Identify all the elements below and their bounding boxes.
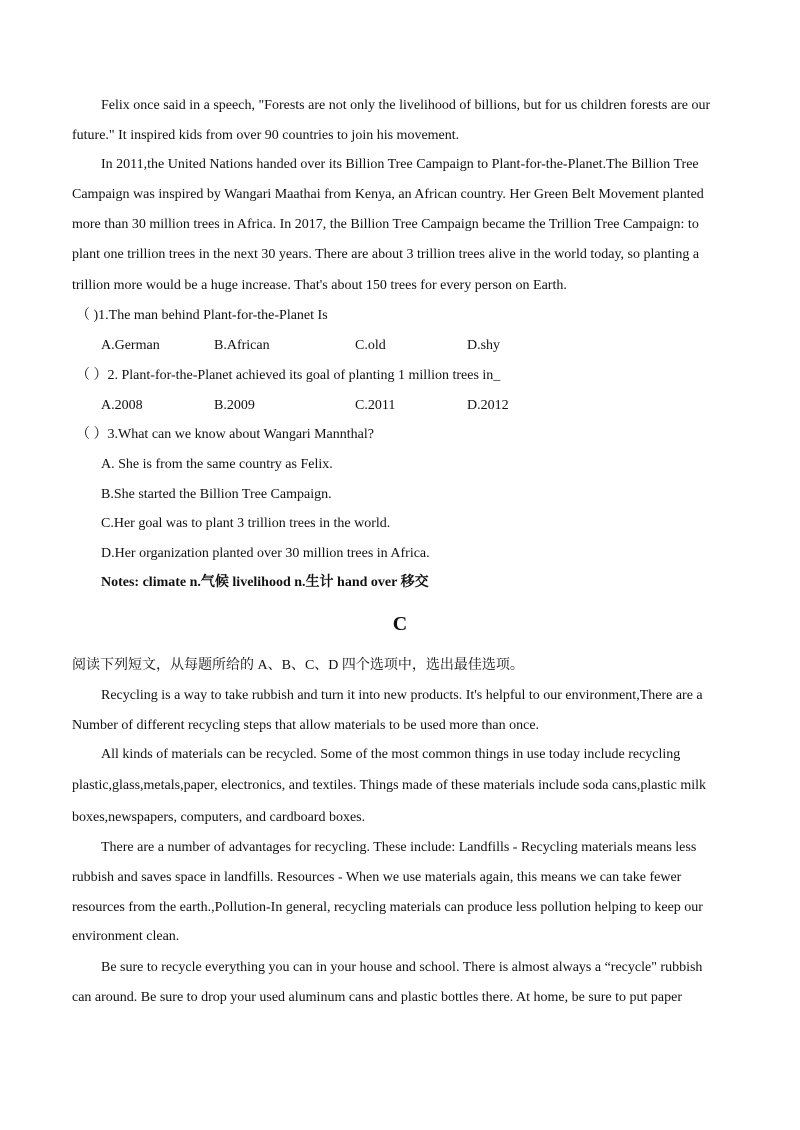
question-3-option-a: A. She is from the same country as Felix.: [101, 457, 333, 472]
question-3-option-b: B.She started the Billion Tree Campaign.: [101, 487, 332, 502]
question-2-option-a: A.2008: [101, 398, 143, 413]
passage-b-p2-line4: plant one trillion trees in the next 30 years. There are about 3 trillion trees alive in the world today, so planting a: [72, 247, 700, 262]
section-c-p2-line1: All kinds of materials can be recycled. Some of the most common things in use today include recycling: [101, 747, 681, 762]
question-1-stem: （ )1.The man behind Plant-for-the-Planet Is: [76, 308, 328, 323]
question-2-option-b: B.2009: [214, 398, 255, 413]
section-c-p1-line2: Number of different recycling steps that allow materials to be used more than once.: [72, 718, 540, 733]
question-3-option-c: C.Her goal was to plant 3 trillion trees in the world.: [101, 516, 391, 531]
question-2-option-d: D.2012: [467, 398, 509, 413]
section-c-p3-line4: environment clean.: [72, 929, 180, 944]
section-c-heading: C: [392, 613, 408, 635]
section-c-p1-line1: Recycling is a way to take rubbish and turn it into new products. It's helpful to our environment,There are a: [101, 688, 703, 703]
passage-b-p2-line5: trillion more would be a huge increase. That's about 150 trees for every person on Earth.: [72, 278, 567, 293]
question-1-option-c: C.old: [355, 338, 386, 353]
section-c-p4-line1: Be sure to recycle everything you can in your house and school. There is almost always a “recycle" rubbish: [101, 960, 703, 975]
passage-b-p1-line1: Felix once said in a speech, "Forests are not only the livelihood of billions, but for us children forests are our: [101, 98, 711, 113]
vocabulary-notes: Notes: climate n.气候 livelihood n.生计 hand over 移交: [101, 575, 429, 590]
section-c-p4-line2: can around. Be sure to drop your used aluminum cans and plastic bottles there. At home, be sure to put paper: [72, 990, 683, 1005]
section-c-p3-line2: rubbish and saves space in landfills. Resources - When we use materials again, this means we can take fewer: [72, 870, 682, 885]
question-2-stem: （ ）2. Plant-for-the-Planet achieved its goal of planting 1 million trees in_: [76, 368, 501, 383]
passage-b-p2-line2: Campaign was inspired by Wangari Maathai from Kenya, an African country. Her Green Belt Movement planted: [72, 187, 704, 202]
section-c-p2-line2: plastic,glass,metals,paper, electronics, and textiles. Things made of these materials include soda cans,plastic milk: [72, 778, 707, 793]
section-c-p2-line3: boxes,newspapers, computers, and cardboard boxes.: [72, 810, 366, 825]
passage-b-p2-line1: In 2011,the United Nations handed over its Billion Tree Campaign to Plant-for-the-Planet.The Billion Tree: [101, 157, 699, 172]
passage-b-p2-line3: more than 30 million trees in Africa. In 2017, the Billion Tree Campaign became the Trillion Tree Campaign: to: [72, 217, 699, 232]
question-3-stem: （ ）3.What can we know about Wangari Mannthal?: [76, 427, 374, 442]
section-c-instruction: 阅读下列短文，从每题所给的 A、B、C、D 四个选项中，选出最佳选项。: [72, 658, 524, 673]
question-1-option-b: B.African: [214, 338, 270, 353]
section-c-p3-line3: resources from the earth.,Pollution-In general, recycling materials can produce less pollution helping to keep our: [72, 900, 703, 915]
question-1-option-a: A.German: [101, 338, 160, 353]
passage-b-p1-line2: future." It inspired kids from over 90 countries to join his movement.: [72, 128, 460, 143]
question-1-option-d: D.shy: [467, 338, 501, 353]
section-c-p3-line1: There are a number of advantages for recycling. These include: Landfills - Recycling materials means less: [101, 840, 697, 855]
question-3-option-d: D.Her organization planted over 30 million trees in Africa.: [101, 546, 430, 561]
question-2-option-c: C.2011: [355, 398, 396, 413]
